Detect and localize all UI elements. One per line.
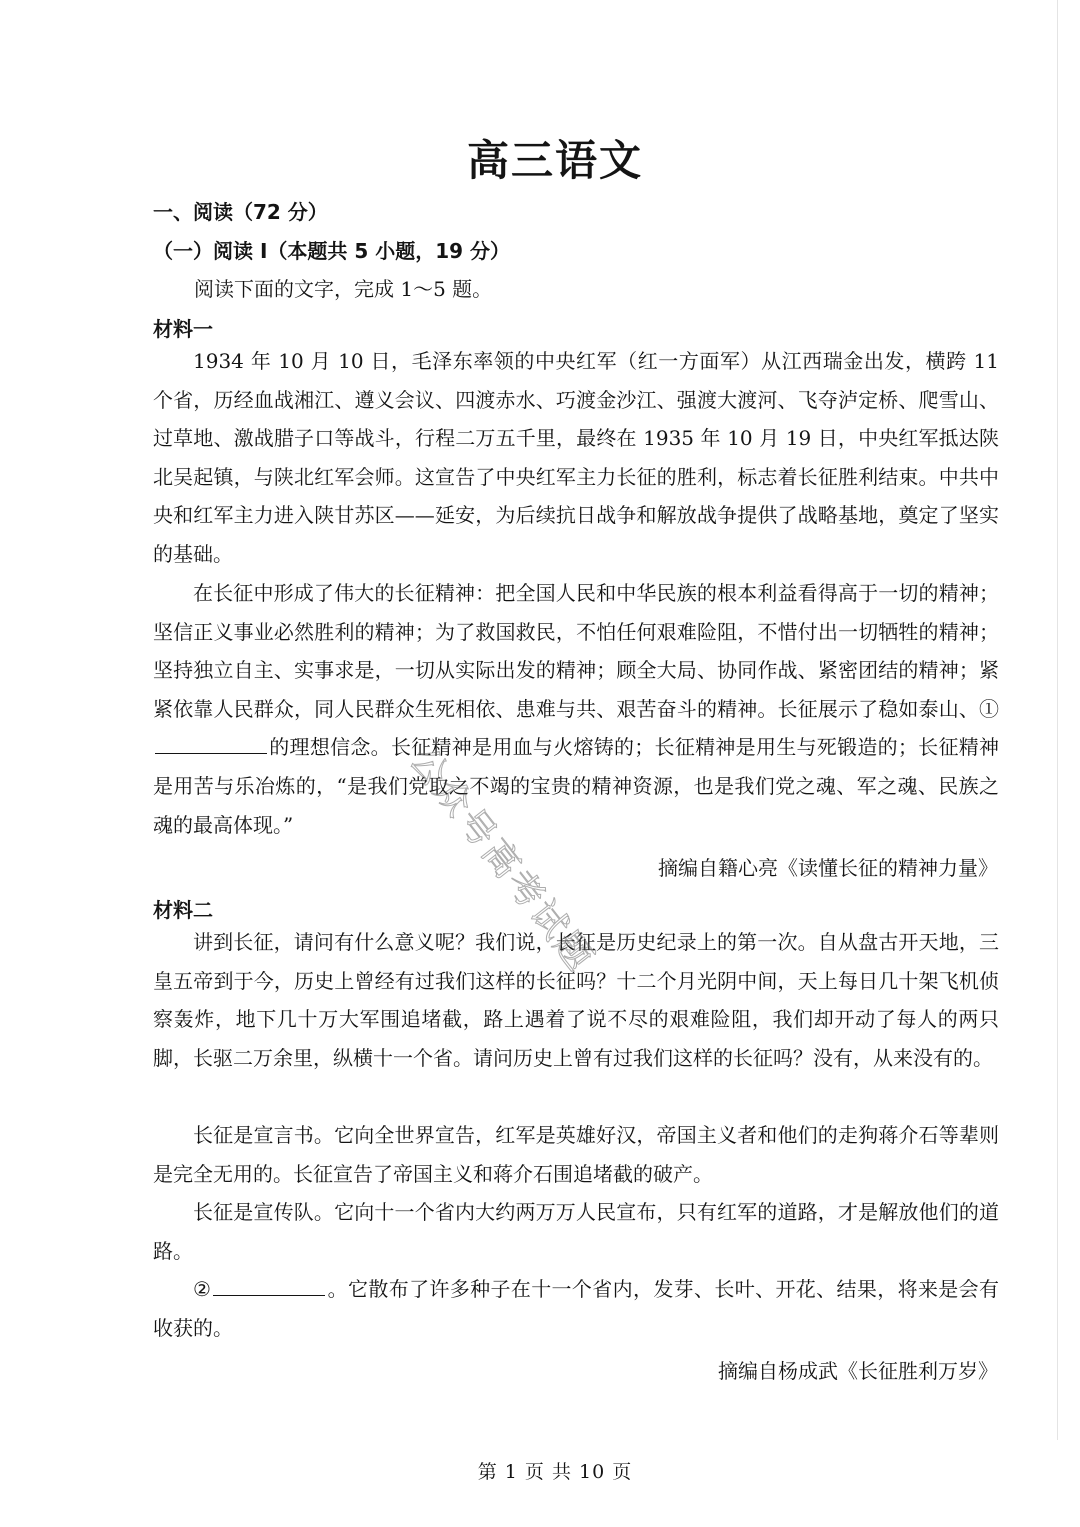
material-two-paragraph-2: 长征是宣言书。它向全世界宣告，红军是英雄好汉，帝国主义者和他们的走狗蒋介石等辈则是完全无用的。长征宣告了帝国主义和蒋介石围追堵截的破产。 (153, 1123, 999, 1186)
subsection-heading-reading-1: （一）阅读 I（本题共 5 小题，19 分） (153, 239, 511, 263)
paragraph-2-text-before-blank: 在长征中形成了伟大的长征精神：把全国人民和中华民族的根本利益看得高于一切的精神；坚信正义事业必然胜利的精神；为了救国救民，不怕任何艰难险阻，不惜付出一切牺牲的精神；坚持独立自主、实事求是，一切从实际出发的精神；顾全大局、协同作战、紧密团结的精神；紧紧依靠人民群众，同人民群众生死相依、患难与共、艰苦奋斗的精神。长征展示了稳如泰山、① (153, 581, 999, 721)
paragraph-4-text-after-blank: 。它散布了许多种子在十一个省内，发芽、长叶、开花、结果，将来是会有收获的。 (153, 1277, 1000, 1340)
material-two-paragraph-1: 讲到长征，请问有什么意义呢？我们说，长征是历史纪录上的第一次。自从盘古开天地，三皇五帝到于今，历史上曾经有过我们这样的长征吗？十二个月光阴中间，天上每日几十架飞机侦察轰炸，地下几十万大军围追堵截，路上遇着了说不尽的艰难险阻，我们却开动了每人的两只脚，长驱二万余里，纵横十一个省。请问历史上曾有过我们这样的长征吗？没有，从来没有的。 (153, 930, 999, 1070)
answer-blank-1 (155, 752, 267, 754)
scan-edge-line (1051, 0, 1058, 1440)
answer-blank-2 (213, 1294, 325, 1296)
material-one-paragraph-2 (153, 574, 999, 844)
material-two-paragraph-3: 长征是宣传队。它向十一个省内大约两万万人民宣布，只有红军的道路，才是解放他们的道路。 (153, 1200, 999, 1263)
page-title: 高三语文 (466, 136, 643, 185)
instruction-text: 阅读下面的文字，完成 1～5 题。 (194, 277, 493, 301)
material-one-paragraph-1: 1934 年 10 月 10 日，毛泽东率领的中央红军（红一方面军）从江西瑞金出发，横跨 11 个省，历经血战湘江、遵义会议、四渡赤水、巧渡金沙江、强渡大渡河、飞夺泸定桥、爬雪山、过草地、激战腊子口等战斗，行程二万五千里，最终在 1935 年 10 月 19 日，中央红军抵达陕北吴起镇，与陕北红军会师。这宣告了中央红军主力长征的胜利，标志着长征胜利结束。中共中央和红军主力进入陕甘苏区——延安，为后续抗日战争和解放战争提供了战略基地，奠定了坚实的基础。 (153, 349, 999, 566)
material-two-label: 材料二 (153, 898, 213, 922)
material-one-source: 摘编自籍心亮《读懂长征的精神力量》 (658, 856, 998, 880)
paragraph-4-number: ② (193, 1277, 212, 1301)
page-footer: 第 1 页 共 10 页 (477, 1461, 633, 1483)
material-two-paragraph-4 (153, 1270, 999, 1347)
paragraph-2-text-after-blank: 的理想信念。长征精神是用血与火熔铸的；长征精神是用生与死锻造的；长征精神是用苦与乐冶炼的，“是我们党取之不竭的宝贵的精神资源，也是我们党之魂、军之魂、民族之魂的最高体现。” (153, 735, 999, 837)
section-heading-reading: 一、阅读（72 分） (153, 200, 328, 224)
watermark-text: 公众号高考试题 (401, 739, 602, 981)
material-one-label: 材料一 (153, 317, 213, 341)
material-two-source: 摘编自杨成武《长征胜利万岁》 (718, 1359, 998, 1383)
